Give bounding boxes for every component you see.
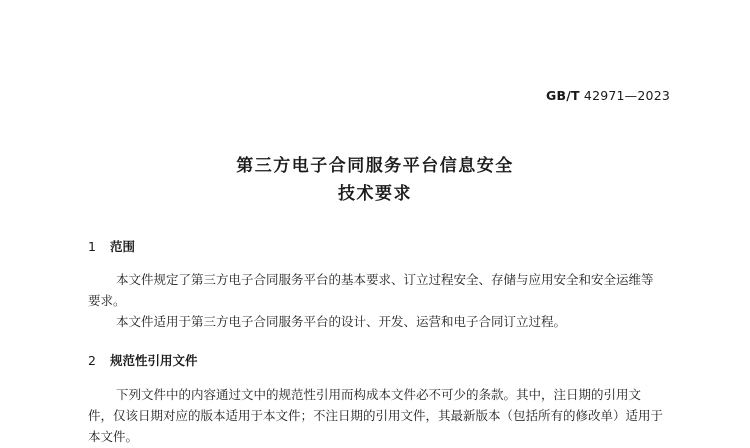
paragraph-text: 下列文件中的内容通过文中的规范性引用而构成本文件必不可少的条款。其中，注日期的引用文 [116,387,642,402]
paragraph-line [88,313,674,332]
paragraph-text: 本文件适用于第三方电子合同服务平台的设计、开发、运营和电子合同订立过程。 [116,314,567,329]
section-title: 范围 [110,239,136,254]
paragraph-text: 件，仅该日期对应的版本适用于本文件；不注日期的引用文件，其最新版本（包括所有的修改单）适用于 [88,408,664,423]
section-heading-scope [88,237,135,255]
standard-code [546,88,670,103]
document-title-line2: 技术要求 [338,184,412,204]
paragraph-line [88,428,674,447]
paragraph-text: 要求。 [88,293,126,308]
section-number: 2 [88,353,96,368]
section-number: 1 [88,239,96,254]
paragraph-line [88,292,674,311]
paragraph-line [88,407,674,426]
paragraph-text: 本文件。 [88,429,139,444]
paragraph-line [88,271,674,290]
section-heading-normative-references [88,351,198,369]
paragraph-line [88,386,674,405]
standard-code-prefix: GB/T [546,88,580,103]
standard-code-number: 42971—2023 [583,88,670,103]
document-title-line1: 第三方电子合同服务平台信息安全 [236,156,514,176]
paragraph-text: 本文件规定了第三方电子合同服务平台的基本要求、订立过程安全、存储与应用安全和安全运维等 [116,272,654,287]
section-title: 规范性引用文件 [110,353,198,368]
